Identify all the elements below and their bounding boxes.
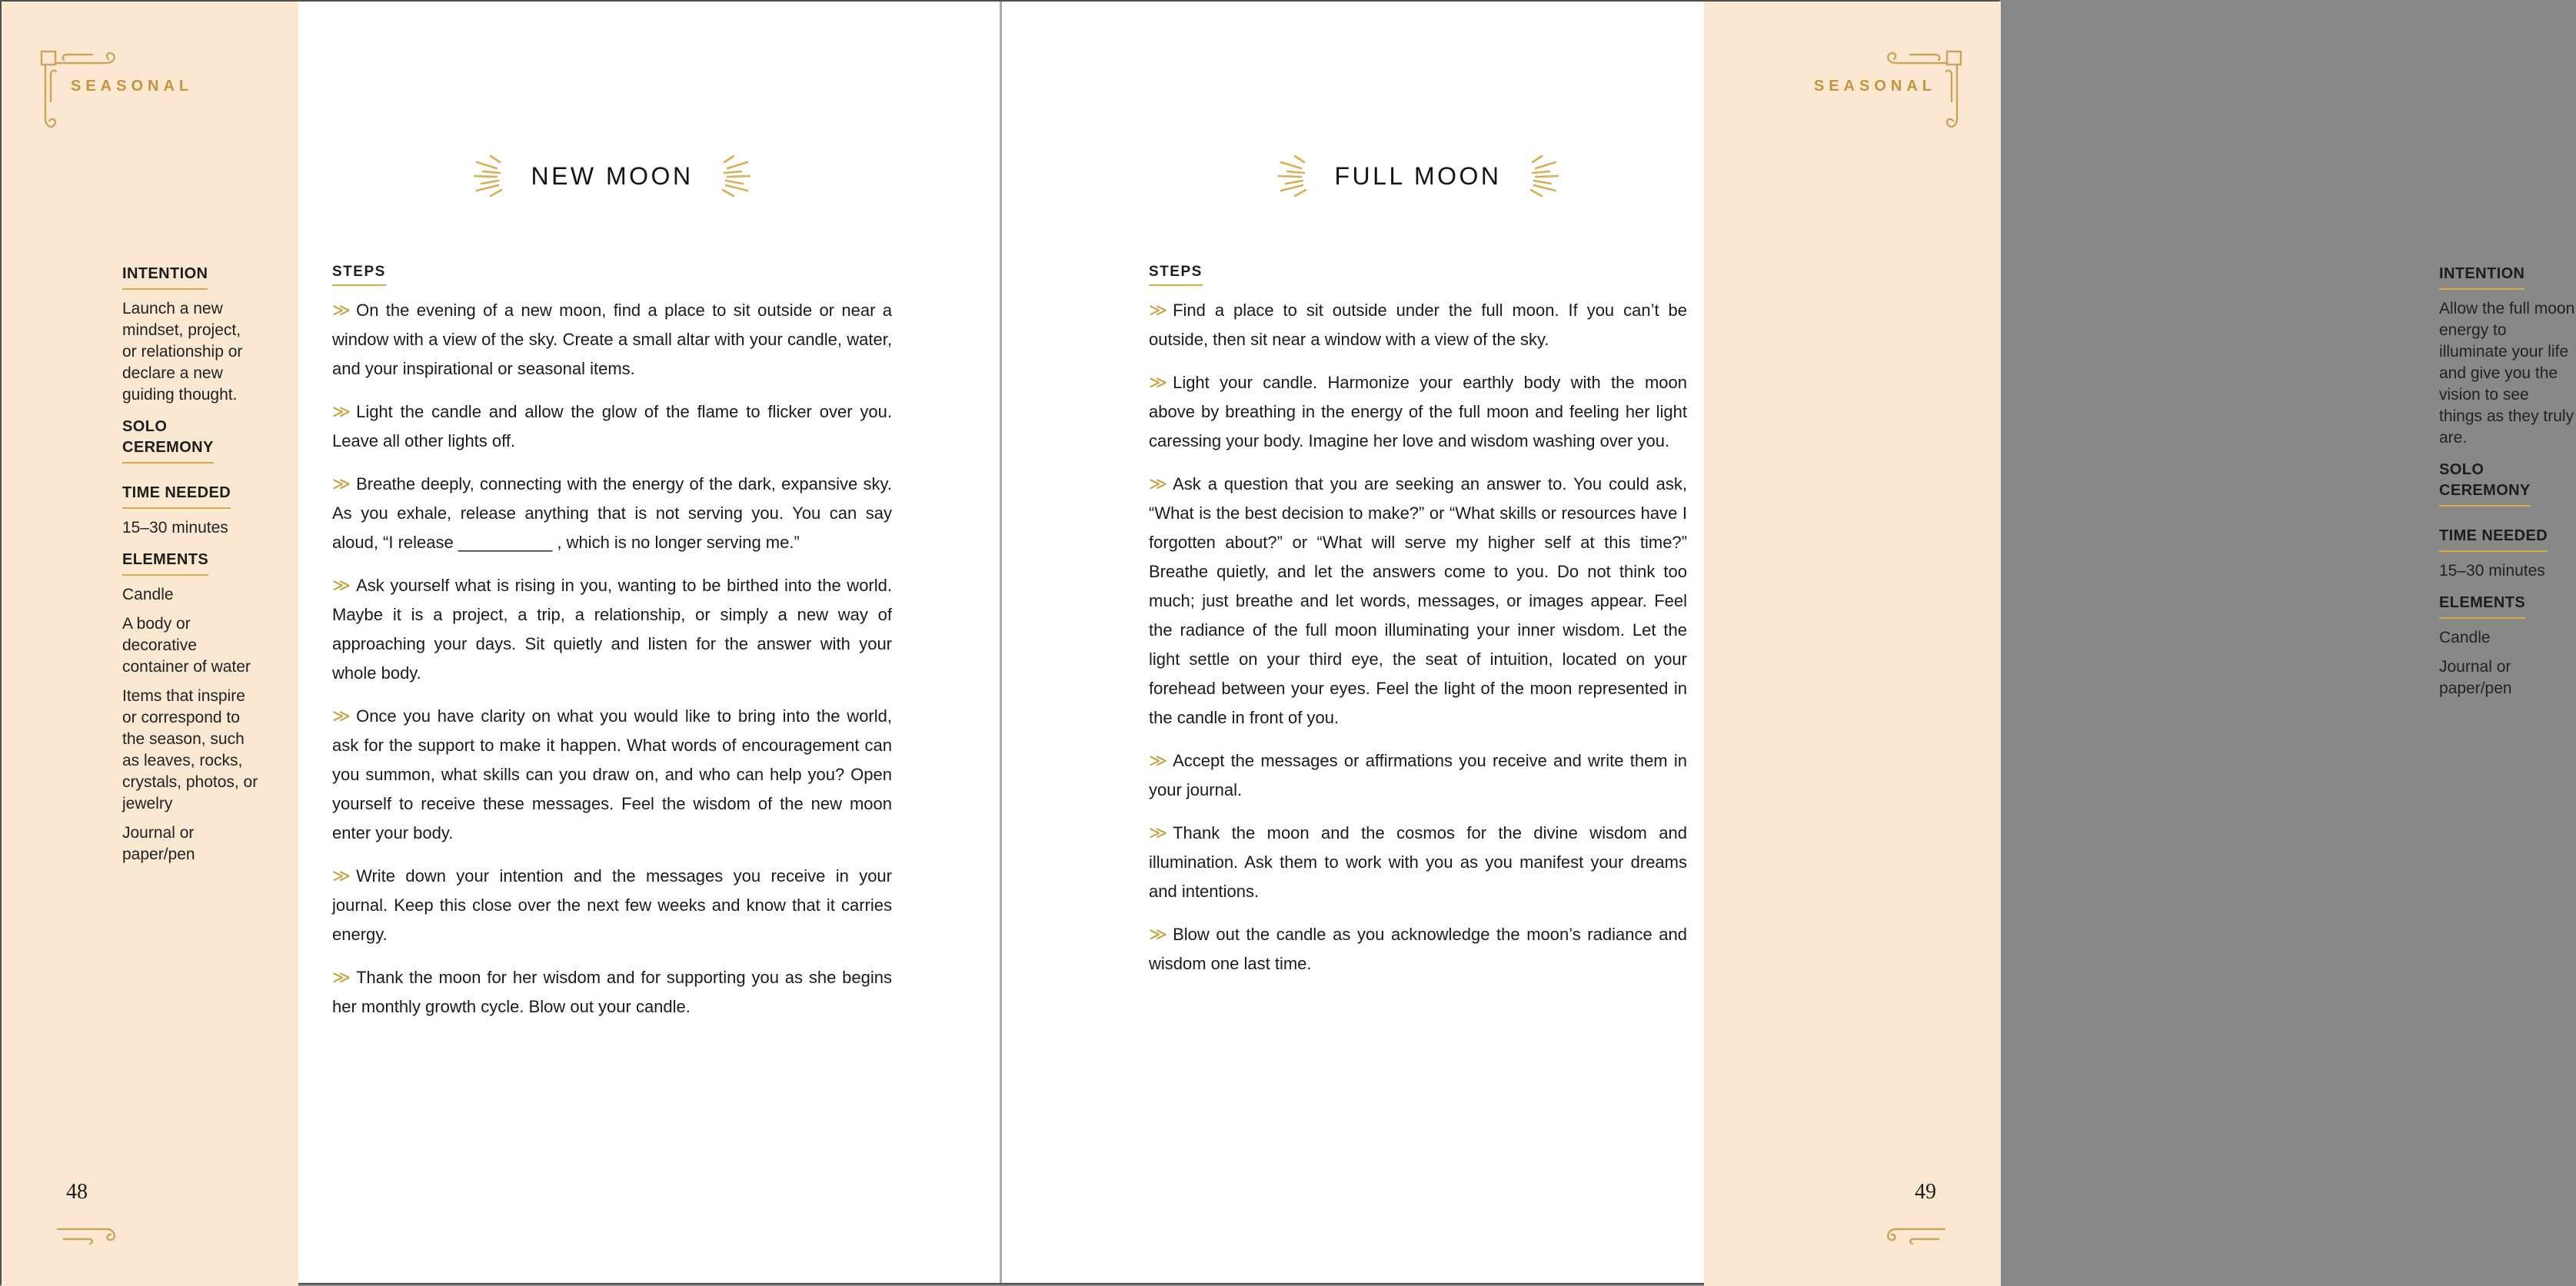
time-heading: TIME NEEDED — [2439, 526, 2548, 552]
intention-section — [122, 264, 259, 406]
page-flourish-icon — [1876, 1224, 1947, 1247]
step-text: On the evening of a new moon, find a place to sit outside or near a window with a view of the sky. Create a small altar with your candle, water, and your inspirational or seasonal items. — [332, 301, 892, 378]
page-number: 49 — [1915, 1180, 1936, 1204]
sunburst-rays-icon — [706, 155, 751, 198]
right-sidebar — [1704, 2, 2575, 1286]
step-text: Thank the moon and the cosmos for the divine wisdom and illumination. Ask them to work with you as you manifest your dreams and intentions. — [1149, 823, 1687, 901]
page-title: NEW MOON — [531, 161, 694, 190]
double-chevron-icon: ≫ — [1149, 750, 1167, 770]
right-title-row — [1149, 155, 1687, 198]
step-text: Breathe deeply, connecting with the energy of the dark, expansive sky. As you exhale, release anything that is not serving you. You can say aloud, “I release __________ , which is no longer serving me.” — [332, 474, 892, 552]
page-gutter-divider — [1000, 2, 1002, 1283]
double-chevron-icon: ≫ — [332, 706, 350, 726]
step-text: Find a place to sit outside under the full moon. If you can’t be outside, then sit near a window with a view of the sky. — [1149, 301, 1687, 349]
step-item — [1149, 746, 1687, 805]
intention-text: Launch a new mindset, project, or relationship or declare a new guiding thought. — [122, 300, 243, 404]
elements-heading: ELEMENTS — [122, 550, 208, 576]
step-text: Thank the moon for her wisdom and for supporting you as she begins her monthly growth cycle. Blow out your candle. — [332, 968, 892, 1016]
double-chevron-icon: ≫ — [332, 300, 350, 320]
time-text: 15–30 minutes — [2439, 562, 2545, 580]
step-item — [332, 861, 892, 949]
step-text: Ask yourself what is rising in you, wanting to be birthed into the world. Maybe it is a project, a trip, a relationship, or simply a new way of approaching your days. Sit quietly and listen for the answer with your whole body. — [332, 576, 892, 683]
sunburst-rays-icon — [1514, 155, 1559, 198]
ceremony-section — [2439, 460, 2576, 515]
left-steps — [332, 264, 892, 1035]
step-item — [332, 295, 892, 384]
double-chevron-icon: ≫ — [1149, 924, 1167, 944]
intention-section — [2439, 264, 2576, 449]
double-chevron-icon: ≫ — [1149, 474, 1167, 493]
time-section — [122, 483, 259, 539]
step-item — [1149, 295, 1687, 354]
double-chevron-icon: ≫ — [1149, 822, 1167, 842]
step-item — [1149, 818, 1687, 906]
left-title-row — [332, 155, 892, 198]
time-heading: TIME NEEDED — [122, 483, 231, 509]
step-item — [332, 397, 892, 456]
step-text: Write down your intention and the messages you receive in your journal. Keep this close over the next few weeks and know that it carries energy. — [332, 866, 892, 944]
element-item: Candle — [122, 586, 174, 603]
step-text: Ask a question that you are seeking an answer to. You could ask, “What is the best decision to make?” or “What skills or resources have I forgotten about?” or “What will serve my higher self at this time?” Breathe quietly, and let the answers come to you. Do not think too much; just breathe and let words, messages, or images appear. Feel the radiance of the full moon illuminating your inner wisdom. Let the light settle on your third eye, the seat of intuition, located on your forehead between your eyes. Feel the light of the moon represented in the candle in front of you. — [1149, 474, 1687, 727]
element-item: A body or decorative container of water — [122, 615, 251, 676]
double-chevron-icon: ≫ — [332, 967, 350, 987]
page-number: 48 — [66, 1180, 88, 1204]
left-sidebar — [2, 2, 298, 1286]
ceremony-section — [122, 417, 259, 472]
element-item: Journal or paper/pen — [2439, 658, 2512, 697]
element-item: Items that inspire or correspond to the season, such as leaves, rocks, crystals, photos, or jewelry — [122, 687, 258, 812]
elements-section — [122, 550, 259, 866]
right-steps — [1149, 264, 1687, 992]
page-title: FULL MOON — [1334, 161, 1502, 190]
double-chevron-icon: ≫ — [332, 401, 350, 421]
element-item: Candle — [2439, 629, 2491, 646]
elements-heading: ELEMENTS — [2439, 593, 2525, 619]
page-left — [2, 2, 1001, 1286]
section-header: SEASONAL — [71, 78, 194, 95]
sunburst-rays-icon — [474, 155, 518, 198]
time-section — [2439, 526, 2576, 582]
step-item — [1149, 367, 1687, 456]
step-text: Light the candle and allow the glow of the flame to flicker over you. Leave all other lights off. — [332, 402, 892, 450]
ceremony-heading: SOLO CEREMONY — [122, 417, 214, 464]
double-chevron-icon: ≫ — [332, 866, 350, 886]
steps-heading: STEPS — [1149, 264, 1203, 286]
step-item — [332, 701, 892, 848]
step-text: Blow out the candle as you acknowledge the moon’s radiance and wisdom one last time. — [1149, 925, 1687, 973]
step-item — [332, 469, 892, 557]
step-item — [1149, 469, 1687, 733]
right-sidebar-content — [2439, 264, 2576, 710]
step-text: Accept the messages or affirmations you receive and write them in your journal. — [1149, 751, 1687, 799]
elements-section — [2439, 593, 2576, 699]
ceremony-heading: SOLO CEREMONY — [2439, 460, 2531, 507]
intention-text: Allow the full moon energy to illuminate your life and give you the vision to see things as they truly are. — [2439, 300, 2575, 447]
step-text: Once you have clarity on what you would like to bring into the world, ask for the support to make it happen. What words of encouragement can you summon, what skills can you draw on, and who can help you? Open yourself to receive these messages. Feel the wisdom of the new moon enter your body. — [332, 706, 892, 842]
left-sidebar-content — [122, 264, 259, 876]
intention-heading: INTENTION — [2439, 264, 2524, 290]
page-flourish-icon — [55, 1224, 126, 1247]
sunburst-rays-icon — [1278, 155, 1323, 198]
double-chevron-icon: ≫ — [332, 474, 350, 493]
step-item — [1149, 919, 1687, 979]
double-chevron-icon: ≫ — [1149, 372, 1167, 392]
double-chevron-icon: ≫ — [1149, 300, 1167, 320]
page-right — [1001, 2, 2575, 1286]
time-text: 15–30 minutes — [122, 519, 228, 537]
steps-heading: STEPS — [332, 264, 386, 286]
double-chevron-icon: ≫ — [332, 575, 350, 595]
section-header: SEASONAL — [1813, 78, 1936, 95]
intention-heading: INTENTION — [122, 264, 208, 290]
step-item — [332, 962, 892, 1022]
element-item: Journal or paper/pen — [122, 824, 195, 863]
step-item — [332, 570, 892, 688]
step-text: Light your candle. Harmonize your earthly body with the moon above by breathing in the energy of the full moon and feeling her light caressing your body. Imagine her love and wisdom washing over you. — [1149, 373, 1687, 450]
